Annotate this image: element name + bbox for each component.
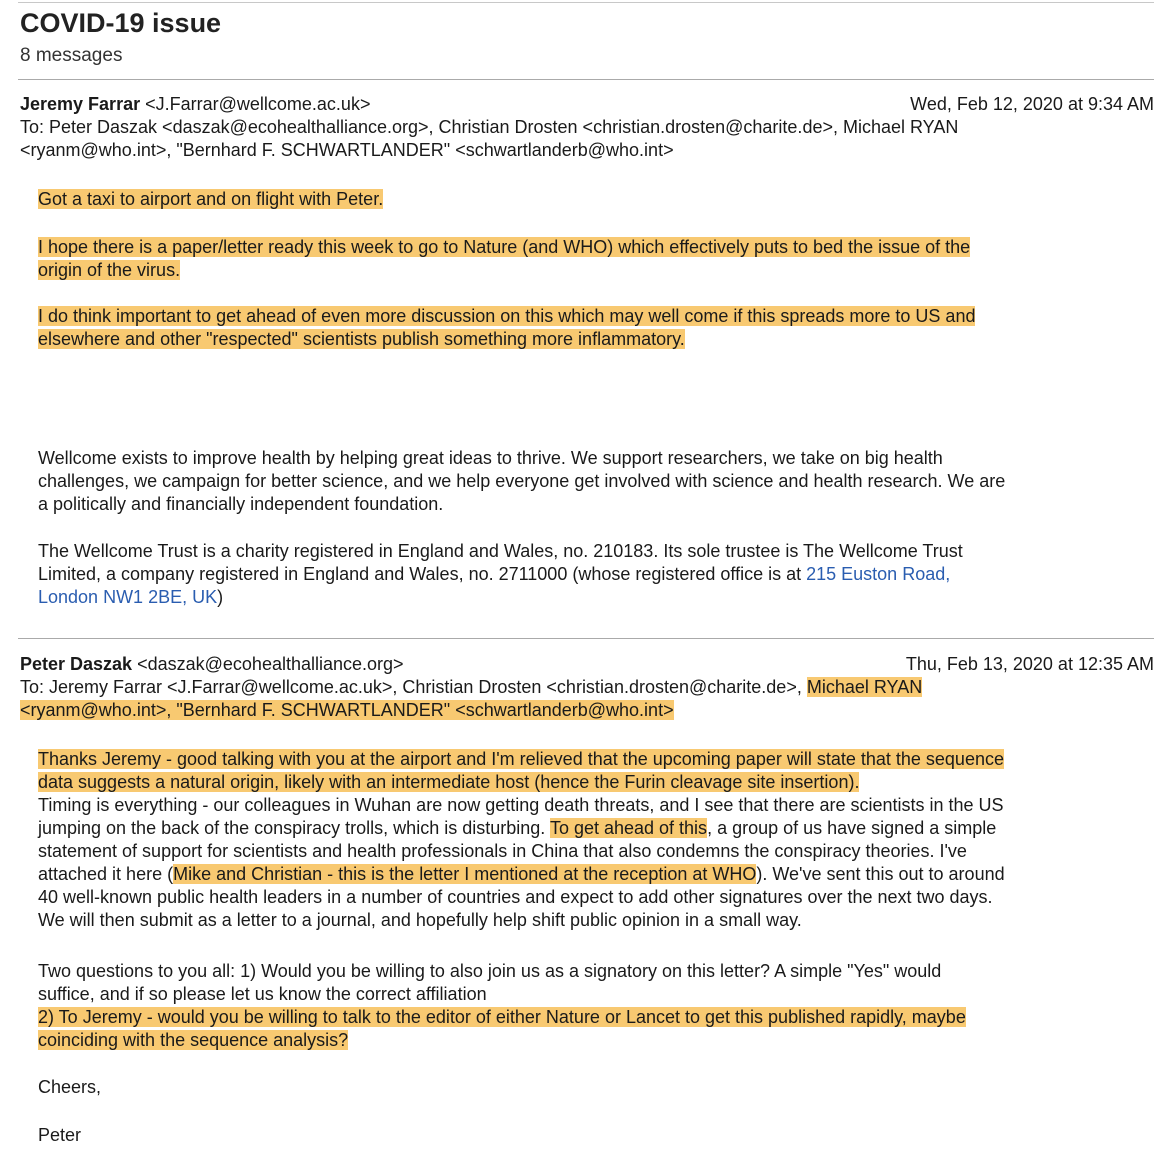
- message-header-1: [20, 93, 1154, 162]
- highlighted-text: Michael RYAN: [806, 677, 923, 697]
- highlighted-text: To get ahead of this: [549, 818, 708, 838]
- recipients-line: [20, 676, 1154, 699]
- email-footer-1: [38, 447, 1142, 516]
- body-line: Timing is everything - our colleagues in Wuhan are now getting death threats, and I see that there are scientists in the US: [38, 795, 1004, 815]
- message-divider: [18, 79, 1154, 80]
- recipients-text: To: Jeremy Farrar <J.Farrar@wellcome.ac.uk>, Christian Drosten <christian.drosten@charite.de>,: [20, 677, 807, 697]
- address-link[interactable]: London NW1 2BE, UK: [38, 587, 218, 607]
- address-link[interactable]: 215 Euston Road,: [806, 564, 951, 584]
- highlighted-text: data suggests a natural origin, likely with an intermediate host (hence the Furin cleavage site insertion).: [38, 772, 860, 792]
- thread-title: COVID-19 issue: [20, 8, 222, 38]
- footer-line: Limited, a company registered in England and Wales, no. 2711000 (whose registered office is at: [38, 564, 807, 584]
- email-footer-2: [38, 540, 1142, 609]
- footer-line: The Wellcome Trust is a charity registered in England and Wales, no. 210183. Its sole trustee is The Wellcome Trust: [38, 541, 963, 561]
- footer-line: Wellcome exists to improve health by helping great ideas to thrive. We support researchers, we take on big health: [38, 448, 943, 468]
- highlighted-text: Mike and Christian - this is the letter I mentioned at the reception at WHO: [173, 864, 757, 884]
- body-line: statement of support for scientists and health professionals in China that also condemns the conspiracy theories. I've: [38, 841, 967, 861]
- body-line: suffice, and if so please let us know the correct affiliation: [38, 984, 487, 1004]
- message-body-2-questions: [38, 960, 1142, 1052]
- footer-line: a politically and financially independent foundation.: [38, 494, 444, 514]
- message-body-1-paragraph-3: [38, 305, 1142, 351]
- footer-line: ): [217, 587, 224, 607]
- highlighted-text: I do think important to get ahead of even more discussion on this which may well come if this spreads more to US and: [38, 306, 976, 326]
- highlighted-text: coinciding with the sequence analysis?: [38, 1030, 349, 1050]
- highlighted-text: <ryanm@who.int>, "Bernhard F. SCHWARTLANDER" <schwartlanderb@who.int>: [20, 700, 674, 720]
- highlighted-text: I hope there is a paper/letter ready this week to go to Nature (and WHO) which effectively puts to bed the issue of the: [38, 237, 971, 257]
- highlighted-text: 2) To Jeremy - would you be willing to talk to the editor of either Nature or Lancet to get this published rapidly, maybe: [38, 1007, 966, 1027]
- sender-email[interactable]: <daszak@ecohealthalliance.org>: [137, 654, 404, 674]
- highlighted-text: Thanks Jeremy - good talking with you at the airport and I'm relieved that the upcoming paper will state that the sequence: [38, 749, 1004, 769]
- body-line: We will then submit as a letter to a journal, and hopefully help shift public opinion in a small way.: [38, 910, 802, 930]
- recipients-line: <ryanm@who.int>, "Bernhard F. SCHWARTLANDER" <schwartlanderb@who.int>: [20, 140, 674, 160]
- body-text: ). We've sent this out to around: [756, 864, 1005, 884]
- message-count: 8 messages: [20, 45, 123, 66]
- message-body-1: [38, 188, 1142, 211]
- footer-line: challenges, we campaign for better science, and we help everyone get involved with science and health research. We are: [38, 471, 1006, 491]
- body-line: Two questions to you all: 1) Would you be willing to also join us as a signatory on this letter? A simple "Yes" would: [38, 961, 942, 981]
- top-divider: [18, 2, 1154, 3]
- message-divider: [18, 638, 1154, 639]
- message-date: Wed, Feb 12, 2020 at 9:34 AM: [910, 94, 1154, 114]
- body-text: attached it here (: [38, 864, 174, 884]
- sender-name: Jeremy Farrar: [20, 94, 141, 114]
- sender-email[interactable]: <J.Farrar@wellcome.ac.uk>: [145, 94, 371, 114]
- signature: Peter: [38, 1125, 82, 1145]
- highlighted-text: origin of the virus.: [38, 260, 181, 280]
- recipients-line: To: Peter Daszak <daszak@ecohealthalliance.org>, Christian Drosten <christian.drosten@charite.de>, Michael RYAN: [20, 117, 959, 137]
- recipients-line: [20, 699, 1154, 722]
- body-text: jumping on the back of the conspiracy trolls, which is disturbing.: [38, 818, 550, 838]
- message-header-2: [20, 653, 1154, 722]
- sender-name: Peter Daszak: [20, 654, 133, 674]
- message-body-1-paragraph-2: [38, 236, 1142, 282]
- signoff: Cheers,: [38, 1077, 102, 1097]
- body-line: 40 well-known public health leaders in a number of countries and expect to add other signatures over the next two days.: [38, 887, 993, 907]
- message-body-2: [38, 748, 1142, 932]
- body-text: , a group of us have signed a simple: [707, 818, 997, 838]
- highlighted-text: Got a taxi to airport and on flight with Peter.: [38, 189, 384, 209]
- message-date: Thu, Feb 13, 2020 at 12:35 AM: [905, 654, 1154, 674]
- highlighted-text: elsewhere and other "respected" scientists publish something more inflammatory.: [38, 329, 685, 349]
